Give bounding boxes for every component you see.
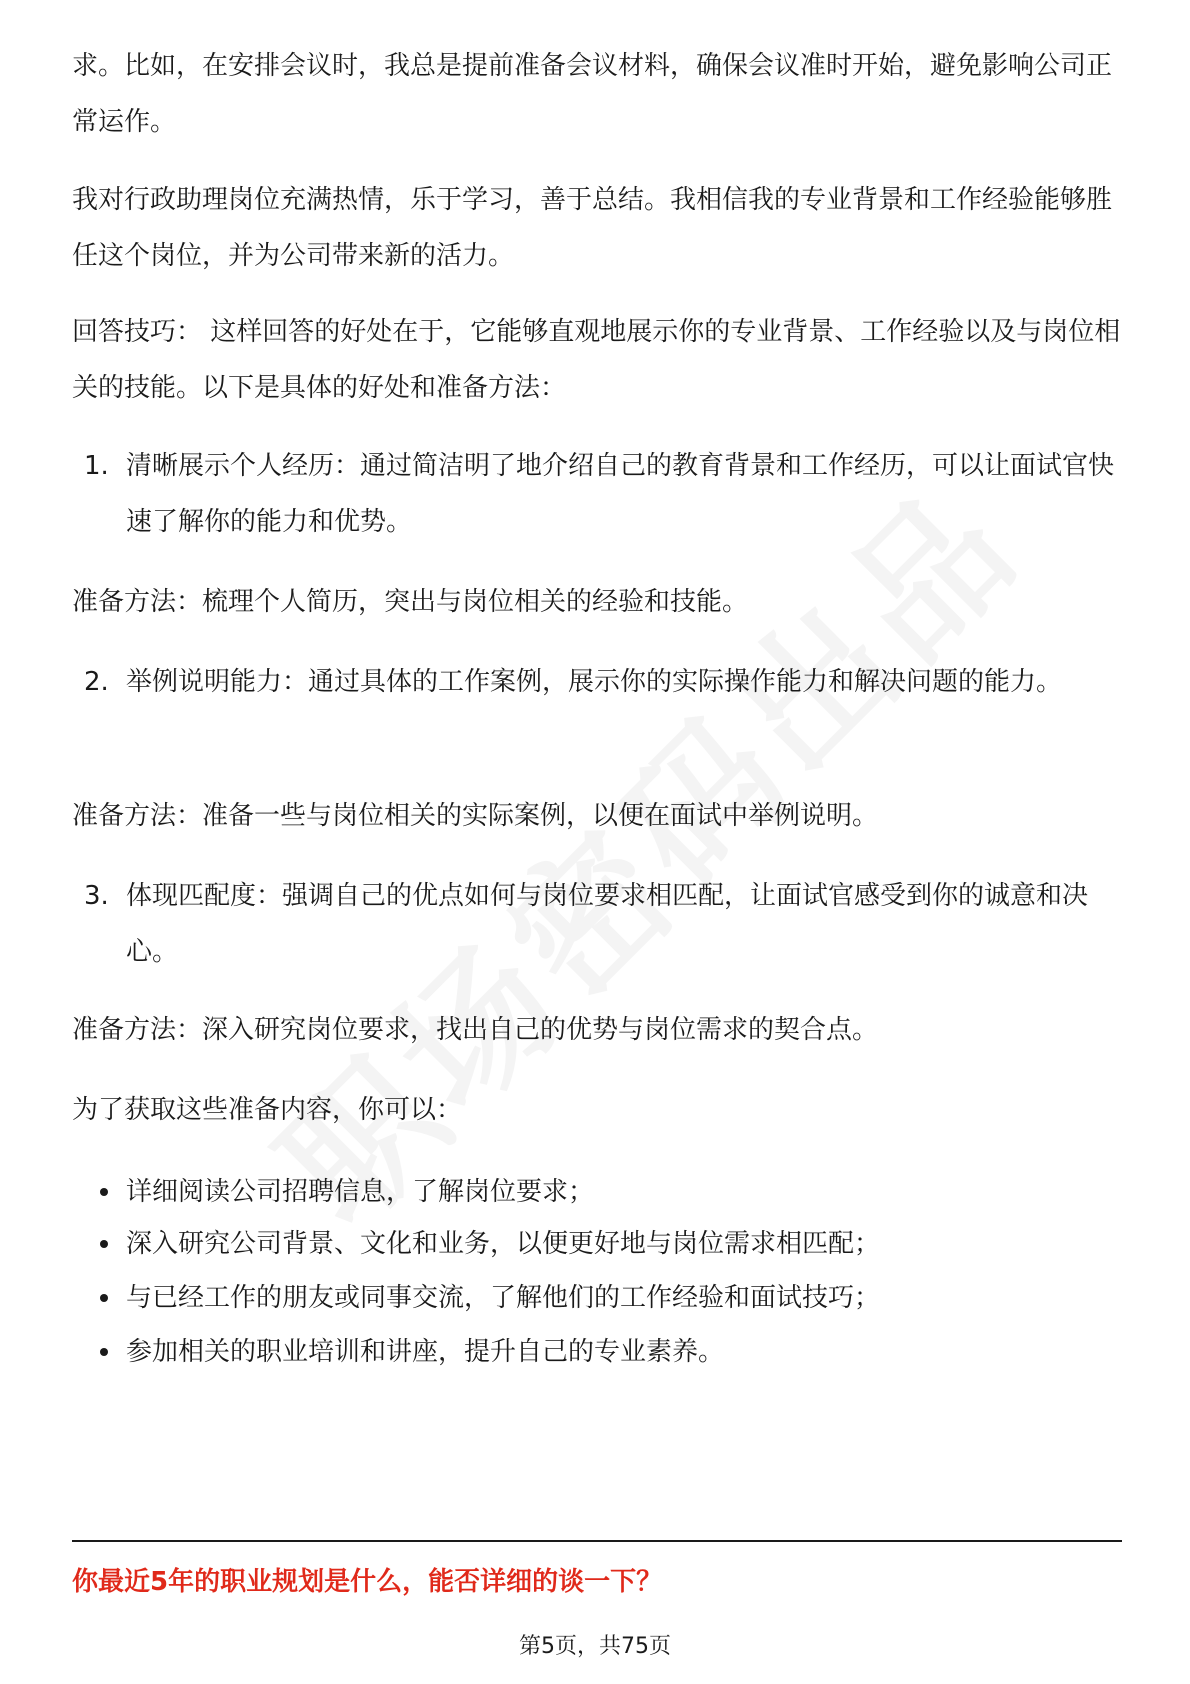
paragraph-1: 求。比如，在安排会议时，我总是提前准备会议材料，确保会议准时开始，避免影响公司正常运作。 — [72, 51, 1113, 137]
bullet-text: 参加相关的职业培训和讲座，提升自己的专业素养。 — [126, 1337, 725, 1367]
list-text: 体现匹配度：强调自己的优点如何与岗位要求相匹配，让面试官感受到你的诚意和决心。 — [126, 881, 1089, 967]
page-number: 第5页，共75页 — [519, 1634, 671, 1659]
list-number: 2. — [84, 667, 109, 697]
list-number: 1. — [84, 451, 109, 481]
question-heading: 你最近5年的职业规划是什么，能否详细的谈一下？ — [72, 1567, 663, 1597]
bullet-text: 详细阅读公司招聘信息，了解岗位要求； — [126, 1177, 595, 1207]
prep-method-1: 准备方法：梳理个人简历，突出与岗位相关的经验和技能。 — [72, 587, 749, 617]
bullets-intro: 为了获取这些准备内容，你可以： — [72, 1095, 463, 1125]
bullet-text: 与已经工作的朋友或同事交流，了解他们的工作经验和面试技巧； — [126, 1283, 881, 1313]
bullet-dot-icon — [100, 1348, 108, 1356]
prep-method-3: 准备方法：深入研究岗位要求，找出自己的优势与岗位需求的契合点。 — [72, 1015, 879, 1045]
list-number: 3. — [84, 881, 109, 911]
list-text: 举例说明能力：通过具体的工作案例，展示你的实际操作能力和解决问题的能力。 — [126, 667, 1063, 697]
list-text: 清晰展示个人经历：通过简洁明了地介绍自己的教育背景和工作经历，可以让面试官快速了解你的能力和优势。 — [126, 451, 1115, 537]
bullet-dot-icon — [100, 1294, 108, 1302]
bullet-text: 深入研究公司背景、文化和业务，以便更好地与岗位需求相匹配； — [126, 1229, 881, 1259]
divider — [72, 1540, 1122, 1542]
prep-method-2: 准备方法：准备一些与岗位相关的实际案例，以便在面试中举例说明。 — [72, 801, 879, 831]
paragraph-2: 我对行政助理岗位充满热情，乐于学习，善于总结。我相信我的专业背景和工作经验能够胜任这个岗位，并为公司带来新的活力。 — [72, 185, 1113, 271]
paragraph-tips: 回答技巧： 这样回答的好处在于，它能够直观地展示你的专业背景、工作经验以及与岗位相关的技能。以下是具体的好处和准备方法： — [72, 317, 1121, 403]
bullet-dot-icon — [100, 1240, 108, 1248]
bullet-dot-icon — [100, 1188, 108, 1196]
